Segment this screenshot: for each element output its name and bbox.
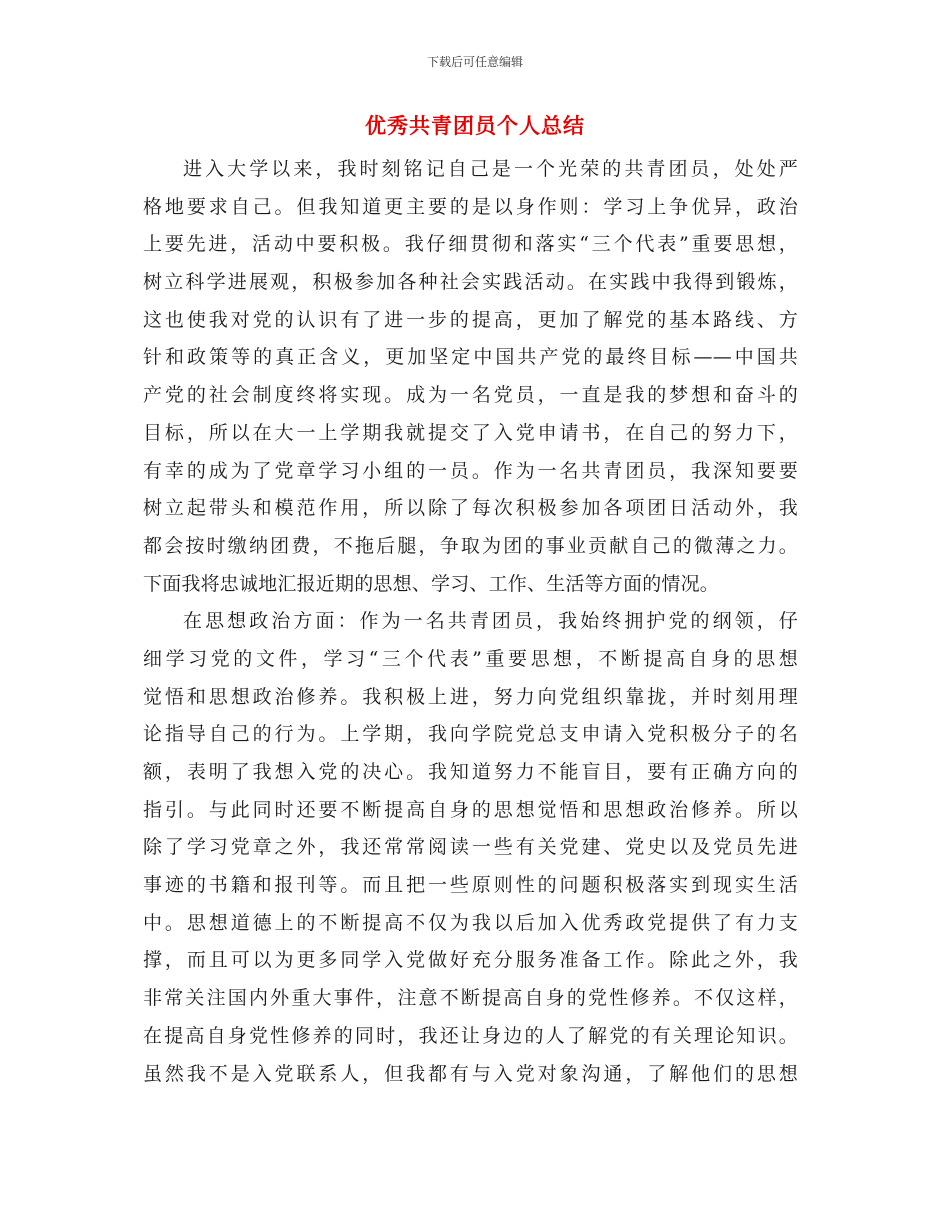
paragraph-2-line-9: 中。思想道德上的不断提高不仅为我以后加入优秀政党提供了有力支 <box>143 911 798 934</box>
paragraph-2-line-2: 细学习党的文件，学习“三个代表”重要思想，不断提高自身的思想 <box>143 647 798 670</box>
paragraph-2-line-7: 除了学习党章之外，我还常常阅读一些有关党建、党史以及党员先进 <box>143 836 798 859</box>
paragraph-1-line-6: 针和政策等的真正含义，更加坚定中国共产党的最终目标——中国共 <box>143 346 798 369</box>
paragraph-1-line-3: 上要先进，活动中要积极。我仔细贯彻和落实“三个代表”重要思想， <box>143 233 798 256</box>
paragraph-1-line-12: 下面我将忠诚地汇报近期的思想、学习、工作、生活等方面的情况。 <box>143 572 720 595</box>
paragraph-2-line-13: 虽然我不是入党联系人，但我都有与入党对象沟通，了解他们的思想 <box>143 1062 798 1085</box>
paragraph-1-line-9: 有幸的成为了党章学习小组的一员。作为一名共青团员，我深知要要 <box>143 459 798 482</box>
paragraph-2-line-8: 事迹的书籍和报刊等。而且把一些原则性的问题积极落实到现实生活 <box>143 874 798 897</box>
paragraph-1-line-4: 树立科学进展观，积极参加各种社会实践活动。在实践中我得到锻炼， <box>143 271 798 294</box>
paragraph-1-line-8: 目标，所以在大一上学期我就提交了入党申请书，在自己的努力下， <box>143 421 798 444</box>
paragraph-2-line-4: 论指导自己的行为。上学期，我向学院党总支申请入党积极分子的名 <box>143 723 798 746</box>
paragraph-2-line-11: 非常关注国内外重大事件，注意不断提高自身的党性修养。不仅这样， <box>143 987 798 1010</box>
paragraph-2-line-6: 指引。与此同时还要不断提高自身的思想觉悟和思想政治修养。所以 <box>143 798 798 821</box>
document-body <box>143 151 798 1093</box>
header-note: 下载后可任意编辑 <box>426 55 523 69</box>
paragraph-2-line-1: 在思想政治方面：作为一名共青团员，我始终拥护党的纲领，仔 <box>183 610 798 633</box>
paragraph-1-line-7: 产党的社会制度终将实现。成为一名党员，一直是我的梦想和奋斗的 <box>143 384 798 407</box>
paragraph-1-line-2: 格地要求自己。但我知道更主要的是以身作则：学习上争优异，政治 <box>143 195 798 218</box>
paragraph-1-line-11: 都会按时缴纳团费，不拖后腿，争取为团的事业贡献自己的微薄之力。 <box>143 534 798 557</box>
paragraph-1-line-1: 进入大学以来，我时刻铭记自己是一个光荣的共青团员，处处严 <box>183 158 798 180</box>
document-title: 优秀共青团员个人总结 <box>365 114 585 138</box>
paragraph-2-line-10: 撑，而且可以为更多同学入党做好充分服务准备工作。除此之外，我 <box>143 949 798 972</box>
paragraph-1-line-5: 这也使我对党的认识有了进一步的提高，更加了解党的基本路线、方 <box>143 308 798 331</box>
paragraph-2-line-12: 在提高自身党性修养的同时，我还让身边的人了解党的有关理论知识。 <box>143 1024 798 1047</box>
paragraph-1-line-10: 树立起带头和模范作用，所以除了每次积极参加各项团日活动外，我 <box>143 497 798 520</box>
paragraph-2-line-5: 额，表明了我想入党的决心。我知道努力不能盲目，要有正确方向的 <box>143 761 798 783</box>
paragraph-2-line-3: 觉悟和思想政治修养。我积极上进，努力向党组织靠拢，并时刻用理 <box>143 685 798 708</box>
